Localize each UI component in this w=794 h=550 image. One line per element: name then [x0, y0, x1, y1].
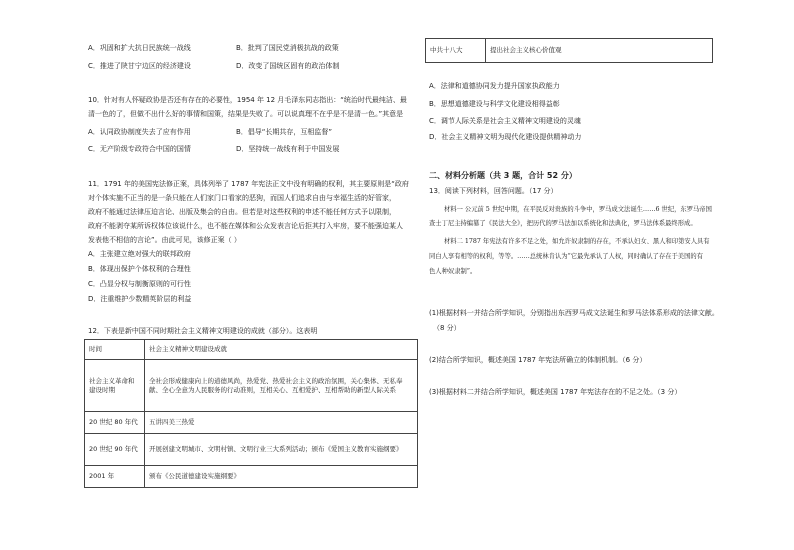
q10-option-b[interactable]: B．倡导“长期共存，互相监督” [236, 128, 333, 136]
q11-stem-line-3: 政府不能通过法律压迫言论、出版及集会的自由。但若是对这些权利的申述不能任何方式予以限制， [88, 208, 396, 216]
q12-option-b[interactable]: B．思想道德建设与科学文化建设相得益彰 [429, 100, 560, 108]
q11-option-c[interactable]: C．凸显分权与制衡原则的可行性 [88, 280, 191, 288]
material-1-line-2: 查士丁尼主持编纂了《民法大全》，把历代的罗马法加以系统化和法典化，罗马法体系最终形成。 [429, 220, 697, 227]
table-header-row [85, 340, 418, 360]
q10-option-c[interactable]: C．无产阶级专政符合中国的国情 [88, 145, 191, 153]
q13-stem: 13．阅读下列材料，回答问题。（17 分） [429, 187, 558, 195]
table-header-achievement: 社会主义精神文明建设成就 [145, 340, 418, 360]
q9-option-a[interactable]: A．巩固和扩大抗日民族统一战线 [88, 44, 191, 52]
q9-option-d[interactable]: D．改变了国统区固有的政治体制 [236, 62, 340, 70]
q12-option-d[interactable]: D．社会主义精神文明为现代化建设提供精神动力 [429, 133, 582, 141]
q10-stem-line-2: 清一色的了，但做不出什么好的事情和国策，结果是失败了。可以说真理不在乎是不是清一色。”其意是 [88, 110, 404, 118]
table-cell-achievement: 颁布《公民道德建设实施纲要》 [145, 466, 418, 488]
sub-question-3: (3)根据材料二并结合所学知识，概述美国 1787 年宪法存在的不足之处。（3 分） [429, 388, 682, 396]
material-2-line-2: 同白人享有相等的权利，等等。……总统林肯认为“它最先承认了人权，同时确认了存在于美国的有 [429, 253, 703, 260]
q10-option-d[interactable]: D．坚持统一战线有利于中国发展 [236, 145, 340, 153]
table-cell-time: 20 世纪 90 年代 [85, 434, 145, 466]
q11-option-b[interactable]: B．体现出保护个体权利的合理性 [88, 265, 191, 273]
table-cell-achievement: 五讲四美三热爱 [145, 412, 418, 434]
q11-option-d[interactable]: D．注重维护少数精英阶层的利益 [88, 295, 192, 303]
q10-stem-line-1: 10．针对有人怀疑政协是否还有存在的必要性，1954 年 12 月毛泽东同志指出：“统治时代最纯洁、最 [88, 96, 407, 104]
achievements-table [84, 339, 418, 488]
table-cell-achievement: 开展创建文明城市、文明村镇、文明行业三大系列活动；颁布《爱国主义教育实施纲要》 [145, 434, 418, 466]
q12-option-c[interactable]: C．调节人际关系是社会主义精神文明建设的灵魂 [429, 117, 581, 125]
q9-option-c[interactable]: C．推进了陕甘宁边区的经济建设 [88, 62, 191, 70]
q10-option-a[interactable]: A．认同政协制度失去了应有作用 [88, 128, 191, 136]
material-2-line-3: 色人种奴隶制”。 [429, 268, 477, 275]
sub-question-2: (2)结合所学知识，概述美国 1787 年宪法所确立的体制机制。（6 分） [429, 356, 647, 364]
table-cell-time: 社会主义革命和建设时期 [85, 360, 145, 412]
q9-option-b[interactable]: B．批判了国民党消极抗战的政策 [236, 44, 339, 52]
table-row [85, 360, 418, 412]
q11-option-a[interactable]: A．主张建立绝对强大的联邦政府 [88, 250, 191, 258]
table-row [85, 412, 418, 434]
material-1-line-1: 材料一 公元前 5 世纪中期，在平民反对贵族的斗争中，罗马成文法诞生……6 世纪，东罗马帝国 [444, 206, 712, 213]
q11-stem-line-1: 11．1791 年的美国宪法修正案，具体列举了 1787 年宪法正文中没有明确的权利，其主要原则是“政府 [88, 180, 409, 188]
table-continuation [425, 38, 713, 63]
table-cell-achievement: 全社会形成健康向上的道德风尚，热爱党、热爱社会主义的政治氛围，关心集体、无私奉献、全心全意为人民服务的行动准则，互相关心、互相爱护、互相帮助的新型人际关系 [145, 360, 418, 412]
section-title: 二、材料分析题（共 3 题，合计 52 分） [429, 171, 577, 180]
q12-option-a[interactable]: A．法律和道德协同发力提升国家执政能力 [429, 82, 560, 90]
table-row [85, 434, 418, 466]
table-cell-achievement: 提出社会主义核心价值观 [486, 39, 713, 63]
table-cell-time: 20 世纪 80 年代 [85, 412, 145, 434]
sub-question-1-line-1: (1)根据材料一并结合所学知识，分别指出东西罗马成文法诞生和罗马法体系形成的法律文献。 [429, 309, 719, 317]
table-row [85, 466, 418, 488]
table-header-time: 时间 [85, 340, 145, 360]
sub-question-1-line-2: （8 分） [433, 324, 461, 332]
material-2-line-1: 材料二 1787 年宪法有许多不足之处，如允许奴隶制的存在，不承认妇女、黑人和印第安人具有 [444, 238, 710, 245]
table-cell-time: 2001 年 [85, 466, 145, 488]
table-cell-time: 中共十八大 [426, 39, 486, 63]
q11-stem-line-5: 发表他不相信的言论”。由此可见，该修正案（ ） [88, 236, 241, 244]
q12-stem: 12．下表是新中国不同时期社会主义精神文明建设的成就（部分）。这表明 [88, 327, 318, 335]
table-row [426, 39, 713, 63]
q11-stem-line-2: 对个体实施不正当的是一条只能在人们家门口看家的恶狗，而国人们追求自由与幸福生活的好管家， [88, 194, 396, 202]
q11-stem-line-4: 政府不能剥夺某所诉权体位该说什么，也不能在媒体和公众发表言论后拒其打入牢房，要不能强迫某人 [88, 222, 403, 230]
